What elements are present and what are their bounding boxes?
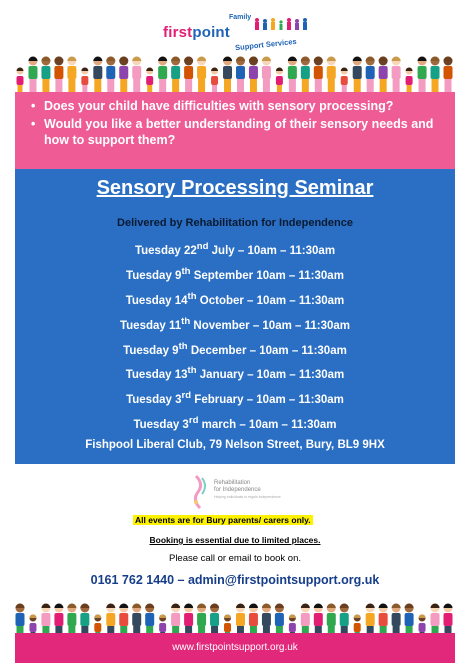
family-figures-icon	[253, 17, 311, 33]
session-date	[15, 365, 455, 381]
person-figure	[106, 57, 115, 93]
date-rest: October – 10am – 11:30am	[196, 294, 345, 307]
delivered-by: Delivered by Rehabilitation for Independence	[117, 217, 353, 229]
session-date	[15, 390, 455, 406]
date-suffix: th	[178, 341, 188, 352]
date-day: Tuesday 3	[133, 418, 189, 431]
person-figure	[184, 57, 193, 93]
eligibility-note: All events are for Bury parents/ carers only.	[135, 515, 311, 525]
rfi-tagline: Helping individuals to regain independence	[214, 495, 281, 499]
session-date	[15, 415, 455, 431]
date-rest: September 10am – 11:30am	[190, 269, 344, 282]
logo-brand-point: point	[192, 24, 230, 41]
date-suffix: nd	[196, 241, 209, 252]
session-date	[15, 266, 455, 282]
date-suffix: rd	[188, 415, 199, 426]
person-figure	[158, 57, 167, 93]
date-day: Tuesday 22	[134, 244, 197, 257]
person-figure	[288, 57, 297, 93]
website-link[interactable]: www.firstpointsupport.org.uk	[172, 642, 298, 653]
session-date	[15, 316, 455, 332]
person-figure	[146, 68, 153, 93]
person-figure	[314, 57, 323, 93]
date-day: Tuesday 3	[126, 393, 182, 406]
session-date	[15, 341, 455, 357]
bullet-icon: •	[31, 117, 36, 131]
session-date	[15, 241, 455, 257]
date-day: Tuesday 14	[125, 294, 188, 307]
logo-support: Support Services	[234, 36, 298, 53]
date-suffix: th	[181, 316, 191, 327]
person-figure	[379, 57, 388, 93]
footer-bar	[15, 633, 455, 663]
person-figure	[211, 68, 218, 93]
person-figure	[418, 57, 427, 93]
person-figure	[93, 57, 102, 93]
call-note: Please call or email to book on.	[168, 553, 302, 564]
person-figure	[81, 68, 88, 93]
date-rest: November – 10am – 11:30am	[190, 319, 351, 332]
person-figure	[41, 57, 50, 93]
date-suffix: th	[181, 266, 191, 277]
people-illustration-top	[14, 50, 454, 92]
logo-family: Family	[229, 14, 252, 21]
date-suffix: th	[187, 291, 197, 302]
person-figure	[119, 57, 128, 93]
person-figure	[392, 57, 401, 93]
person-figure	[197, 57, 206, 93]
booking-note: Booking is essential due to limited places.	[149, 535, 321, 545]
person-figure	[366, 57, 375, 93]
session-date	[15, 291, 455, 307]
venue-address: Fishpool Liberal Club, 79 Nelson Street, Bury, BL9 9HX	[85, 439, 385, 451]
bullet-icon: •	[31, 99, 36, 113]
person-figure	[341, 68, 348, 93]
person-figure	[28, 57, 37, 93]
person-figure	[276, 68, 283, 93]
contact-details[interactable]: 0161 762 1440 – admin@firstpointsupport.org.uk	[90, 573, 380, 587]
person-figure	[406, 68, 413, 93]
date-day: Tuesday 13	[125, 368, 188, 381]
person-figure	[262, 56, 271, 92]
questions-box	[15, 92, 455, 169]
question-text: Would you like a better understanding of their sensory needs and how to support them?	[44, 117, 434, 147]
rfi-mark-icon	[190, 474, 210, 510]
person-figure	[17, 68, 24, 93]
logo-brand-first: first	[163, 24, 193, 41]
date-rest: February – 10am – 11:30am	[191, 393, 344, 406]
person-figure	[236, 57, 245, 93]
date-day: Tuesday 9	[126, 269, 182, 282]
person-figure	[171, 57, 180, 93]
logo-wordmark	[163, 24, 230, 41]
date-day: Tuesday 11	[119, 319, 182, 332]
date-rest: December – 10am – 11:30am	[187, 344, 347, 357]
date-suffix: th	[187, 365, 197, 376]
person-figure	[444, 57, 453, 93]
seminar-box	[15, 169, 455, 464]
date-rest: January – 10am – 11:30am	[196, 368, 345, 381]
rfi-name-line2: for Independence	[214, 487, 261, 493]
person-figure	[54, 57, 63, 93]
person-figure	[249, 57, 258, 93]
person-figure	[327, 57, 336, 93]
date-rest: march – 10am – 11:30am	[198, 418, 337, 431]
question-text: Does your child have difficulties with sensory processing?	[44, 99, 394, 113]
person-figure	[431, 57, 440, 93]
date-suffix: rd	[181, 390, 192, 401]
person-figure	[301, 57, 310, 93]
question-item	[31, 98, 451, 114]
person-figure	[223, 57, 232, 93]
seminar-title: Sensory Processing Seminar	[96, 177, 374, 199]
date-day: Tuesday 9	[123, 344, 179, 357]
rehabilitation-logo	[190, 474, 290, 510]
person-figure	[67, 57, 76, 93]
firstpoint-logo	[163, 12, 313, 52]
person-figure	[353, 57, 362, 93]
person-figure	[132, 57, 141, 93]
question-item	[31, 116, 451, 148]
date-rest: July – 10am – 11:30am	[208, 244, 336, 257]
rfi-name-line1: Rehabilitation	[214, 480, 251, 486]
